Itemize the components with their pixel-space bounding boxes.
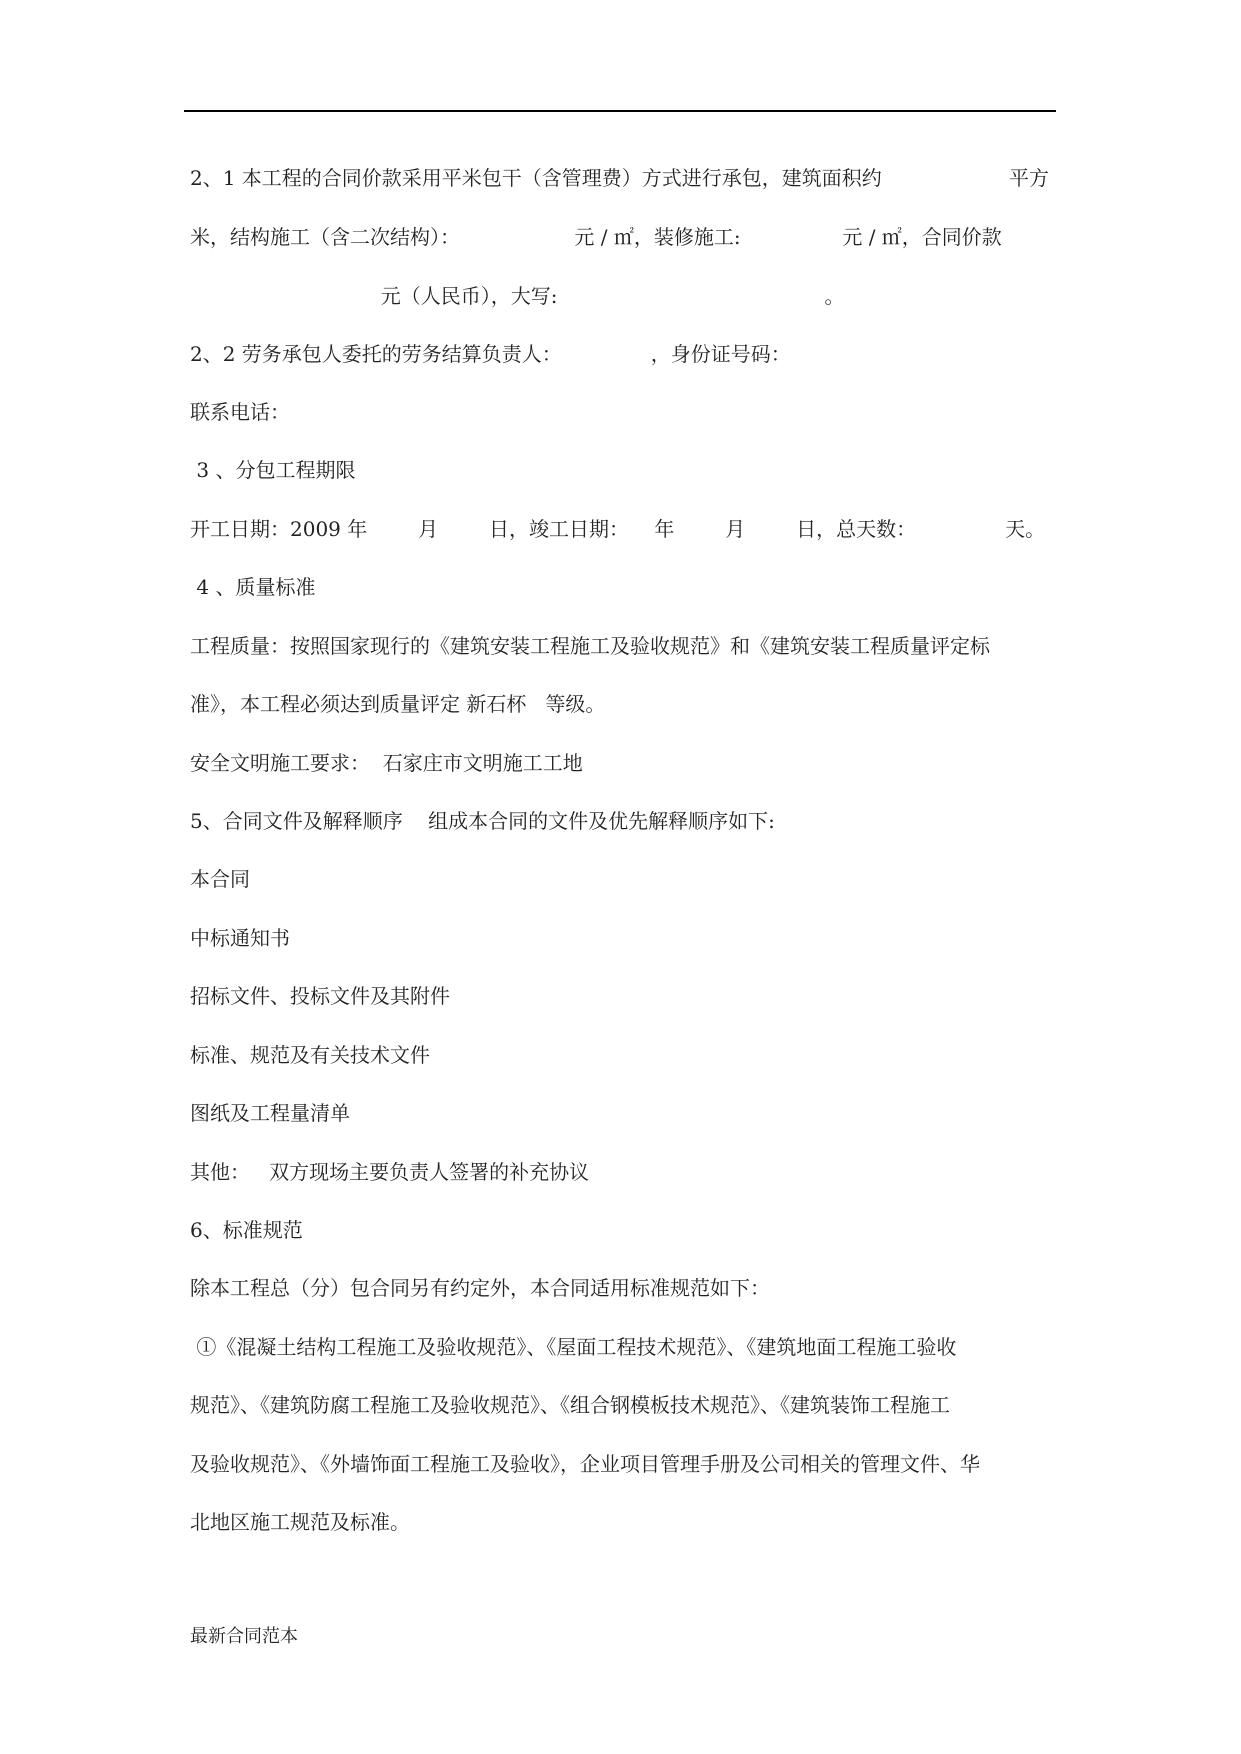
standards-intro: 除本工程总（分）包合同另有约定外，本合同适用标准规范如下： (190, 1276, 770, 1300)
contact-phone: 联系电话： (190, 400, 290, 424)
list-item: 标准、规范及有关技术文件 (190, 1043, 430, 1067)
section-3-heading: 3 、分包工程期限 (190, 458, 356, 482)
page-footer: 最新合同范本 (190, 1626, 298, 1647)
list-item: 本合同 (190, 867, 250, 891)
standards-line-1: ①《混凝土结构工程施工及验收规范》、《屋面工程技术规范》、《建筑地面工程施工验收 (190, 1335, 957, 1359)
clause-2-2: 2、2 劳务承包人委托的劳务结算负责人： ，身份证号码： (190, 342, 791, 366)
list-item: 图纸及工程量清单 (190, 1101, 350, 1125)
section-5-heading: 5、合同文件及解释顺序 组成本合同的文件及优先解释顺序如下: (190, 809, 775, 833)
standards-line-3: 及验收规范》、《外墙饰面工程施工及验收》，企业项目管理手册及公司相关的管理文件、华 (190, 1452, 980, 1476)
quality-line-2: 准》，本工程必须达到质量评定 新石杯 等级。 (190, 692, 606, 716)
list-item: 中标通知书 (190, 926, 290, 950)
section-6-heading: 6、标准规范 (190, 1218, 303, 1242)
schedule-dates: 开工日期：2009 年 月 日，竣工日期： 年 月 日，总天数： 天。 (190, 517, 1046, 541)
section-4-heading: 4 、质量标准 (190, 575, 316, 599)
standards-line-4: 北地区施工规范及标准。 (190, 1510, 410, 1534)
clause-2-1-line-3: 元（人民币），大写: 。 (190, 284, 845, 308)
clause-2-1-line-2: 米，结构施工（含二次结构）： 元 / ㎡，装修施工: 元 / ㎡，合同价款 (190, 225, 1002, 249)
safety-requirement: 安全文明施工要求： 石家庄市文明施工工地 (190, 751, 583, 775)
header-rule (184, 110, 1056, 112)
standards-line-2: 规范》、《建筑防腐工程施工及验收规范》、《组合钢模板技术规范》、《建筑装饰工程施工 (190, 1393, 950, 1417)
list-item: 其他： 双方现场主要负责人签署的补充协议 (190, 1160, 590, 1184)
quality-line-1: 工程质量：按照国家现行的《建筑安装工程施工及验收规范》和《建筑安装工程质量评定标 (190, 634, 990, 658)
list-item: 招标文件、投标文件及其附件 (190, 984, 450, 1008)
clause-2-1-line-1: 2、1 本工程的合同价款采用平米包干（含管理费）方式进行承包，建筑面积约 平方 (190, 166, 1049, 190)
